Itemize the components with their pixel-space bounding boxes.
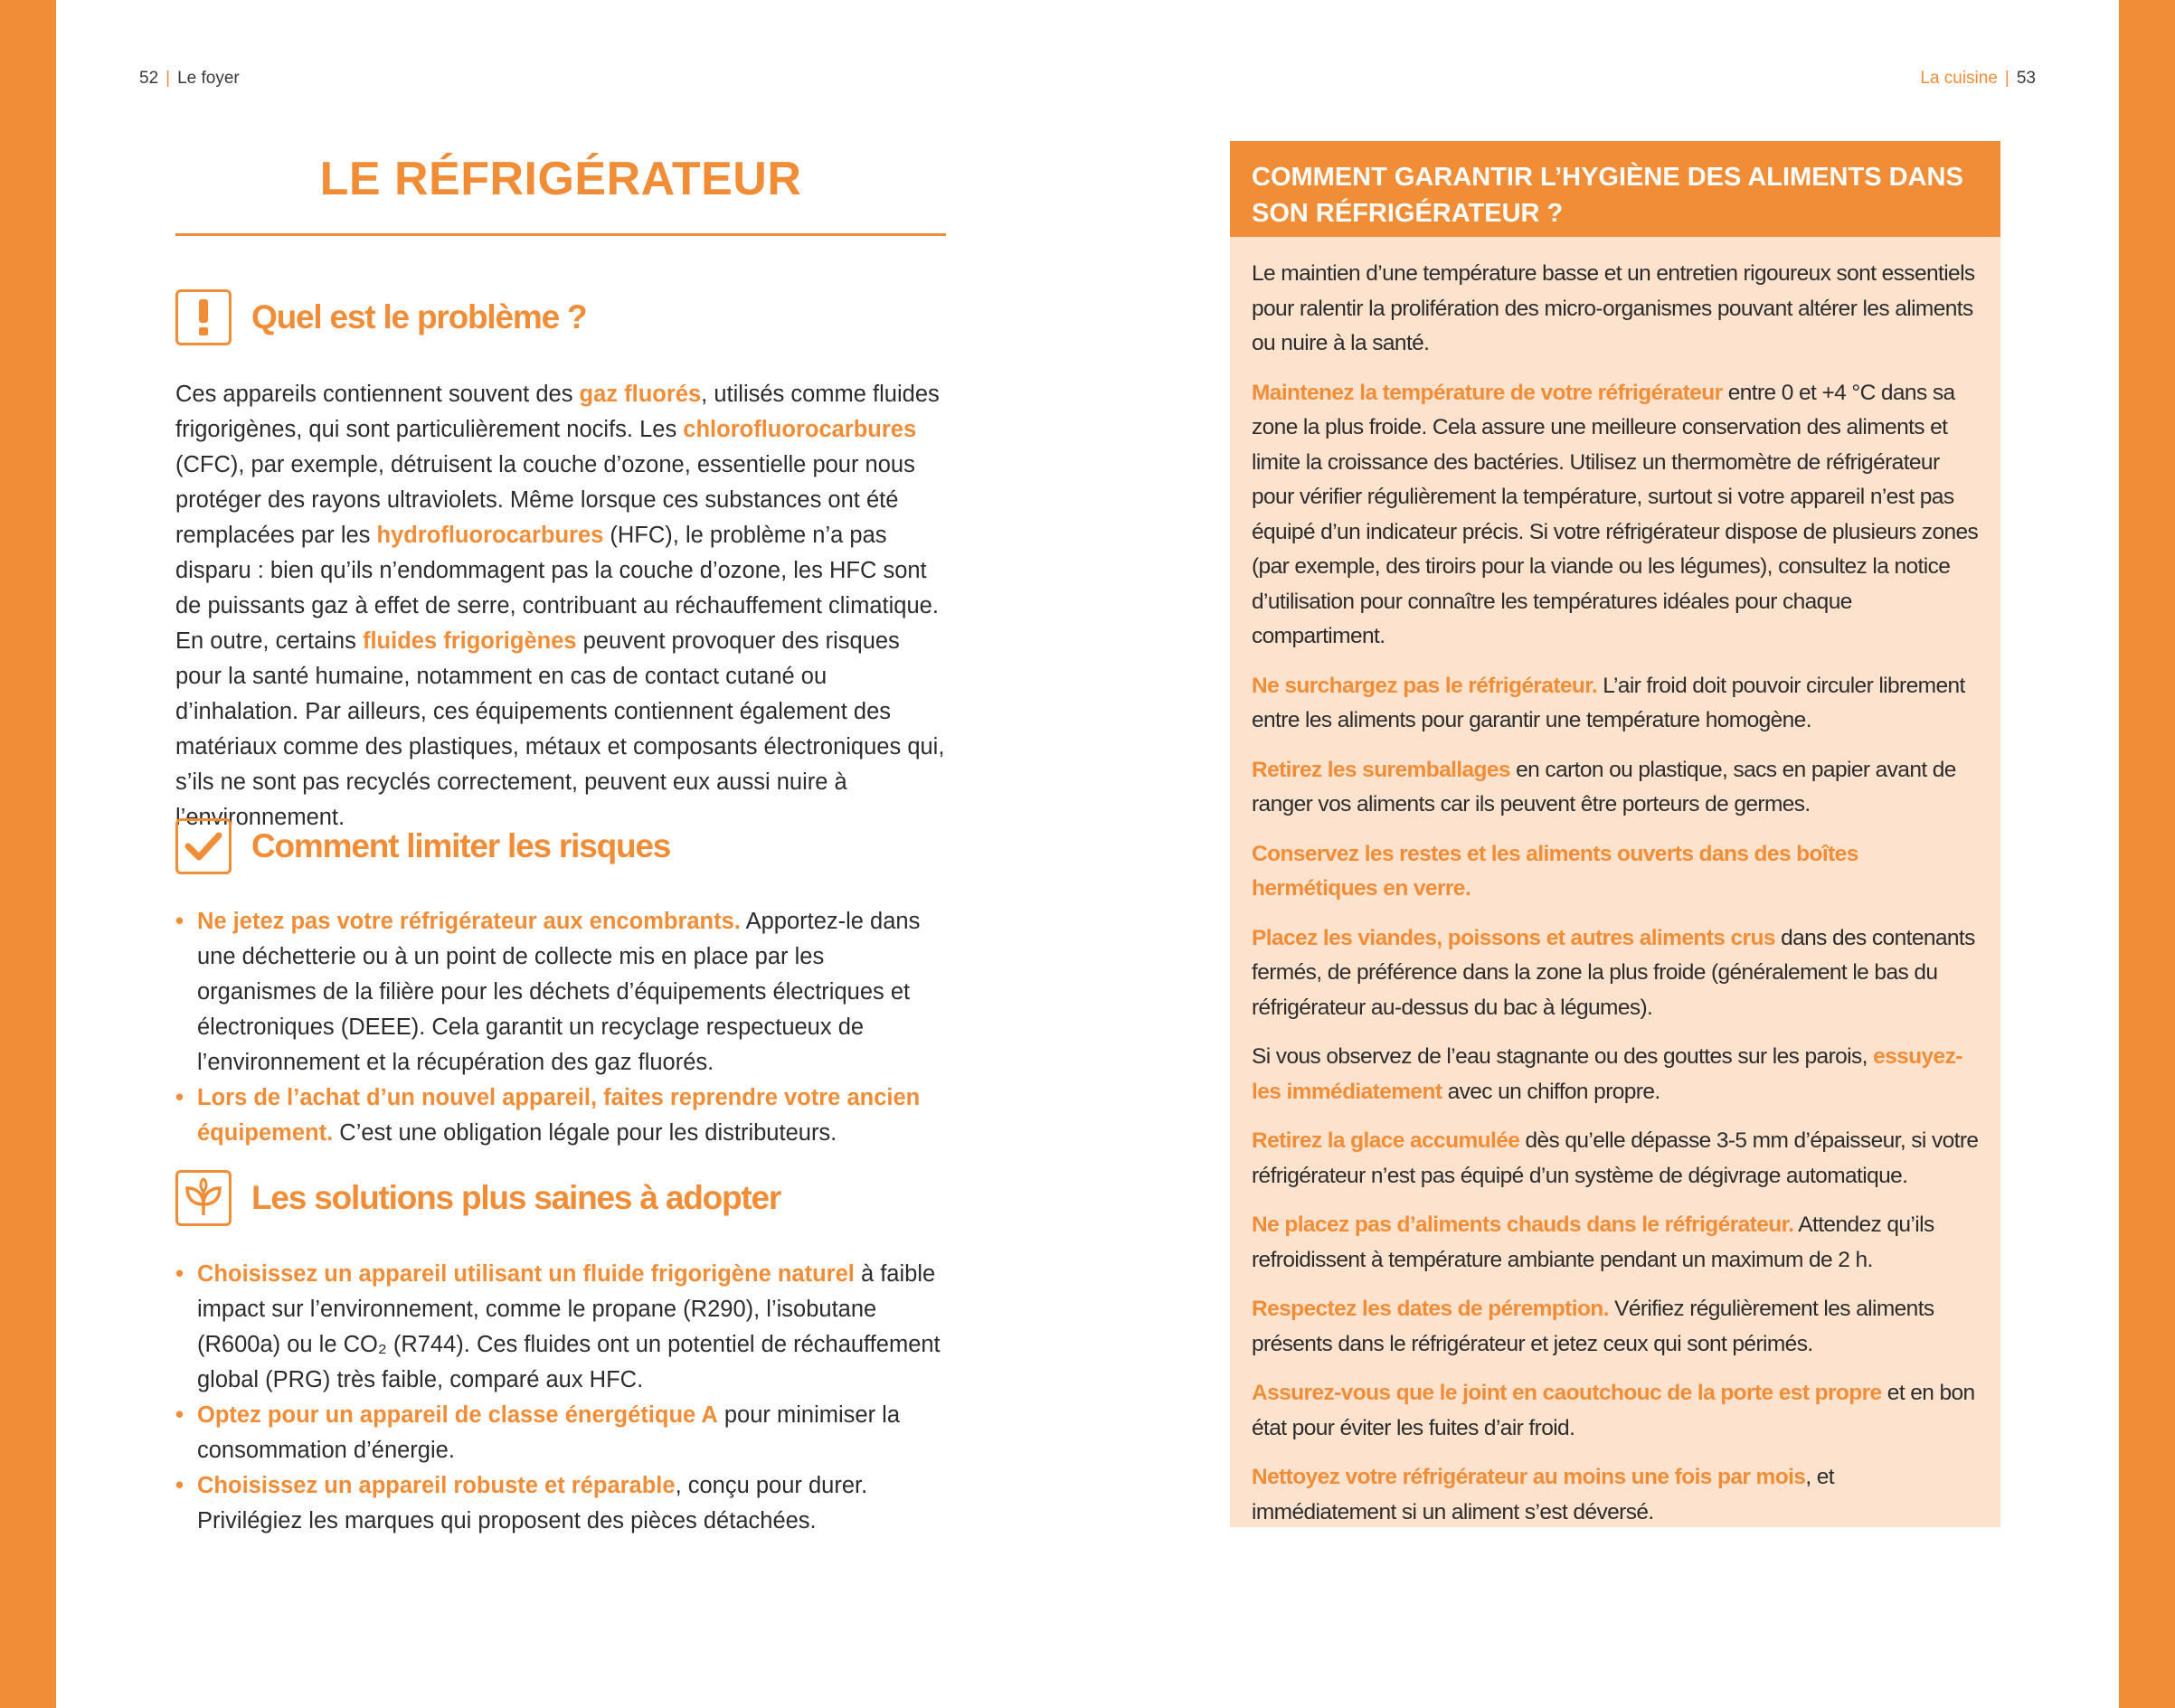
leaf-icon	[175, 1170, 232, 1226]
box-paragraph: Placez les viandes, poissons et autres aliments crus dans des contenants fermés, de préférence dans la zone la plus froide (généralement le bas du réfrigérateur au-dessus du bac à légumes).	[1252, 925, 1975, 1020]
checkmark-icon	[175, 818, 232, 874]
list-item: • Lors de l’achat d’un nouvel appareil, faites reprendre votre ancien équipement. C’est une obligation légale pour les distributeurs.	[175, 1080, 946, 1151]
left-folio	[139, 69, 240, 89]
box-paragraph: Conservez les restes et les aliments ouverts dans des boîtes hermétiques en verre.	[1252, 841, 1858, 901]
problem-heading: Quel est le problème ?	[251, 298, 587, 335]
box-paragraph: Retirez la glace accumulée dès qu’elle dépasse 3-5 mm d’épaisseur, si votre réfrigérateur n’est pas équipé d’un système de dégivrage automatique.	[1252, 1128, 1979, 1188]
left-page-number: 52	[139, 69, 159, 88]
list-item: • Optez pour un appareil de classe énergétique A pour minimiser la consommation d’énergie.	[175, 1398, 946, 1468]
box-paragraph: Si vous observez de l’eau stagnante ou des gouttes sur les parois, essuyez-les immédiatement avec un chiffon propre.	[1252, 1044, 1962, 1104]
right-margin-bar	[2119, 0, 2175, 1708]
box-paragraph: Le maintien d’une température basse et un entretien rigoureux sont essentiels pour ralentir la prolifération des micro-organismes pouvant altérer les aliments ou nuire à la santé.	[1252, 261, 1975, 355]
list-item: • Choisissez un appareil utilisant un fluide frigorigène naturel à faible impact sur l’environnement, comme le propane (R290), l’isobutane (R600a) ou le CO₂ (R744). Ces fluides ont un potentiel de réchauffement global (PRG) très faible, comparé aux HFC.	[175, 1257, 946, 1398]
folio-separator: |	[165, 69, 171, 88]
box-paragraph: Retirez les suremballages en carton ou plastique, sacs en papier avant de ranger vos aliments car ils peuvent être porteurs de germes.	[1252, 757, 1956, 816]
page-title: LE RÉFRIGÉRATEUR	[319, 153, 802, 205]
hygiene-box	[1230, 141, 2000, 1527]
risks-heading-row	[175, 818, 670, 874]
exclamation-icon	[175, 289, 232, 345]
list-item: • Choisissez un appareil robuste et réparable, conçu pour durer. Privilégiez les marques qui proposent des pièces détachées.	[175, 1468, 946, 1539]
right-page-number: 53	[2016, 69, 2036, 88]
list-item: • Ne jetez pas votre réfrigérateur aux encombrants. Apportez-le dans une déchetterie ou à un point de collecte mis en place par les organismes de la filière pour les déchets d’équipements électriques et électroniques (DEEE). Cela garantit un recyclage respectueux de l’environnement et la récupération des gaz fluorés.	[175, 904, 946, 1080]
box-paragraph: Ne surchargez pas le réfrigérateur. L’air froid doit pouvoir circuler librement entre les aliments pour garantir une température homogène.	[1252, 673, 1965, 732]
hygiene-box-heading: COMMENT GARANTIR L’HYGIÈNE DES ALIMENTS DANS SON RÉFRIGÉRATEUR ?	[1230, 141, 2000, 237]
risks-list	[175, 904, 946, 1151]
box-paragraph: Respectez les dates de péremption. Vérifiez régulièrement les aliments présents dans le réfrigérateur et jetez ceux qui sont périmés.	[1252, 1297, 1934, 1356]
box-paragraph: Maintenez la température de votre réfrigérateur entre 0 et +4 °C dans sa zone la plus froide. Cela assure une meilleure conservation des aliments et limite la croissance des bactéries. Utilisez un thermomètre de réfrigérateur pour vérifier régulièrement la température, surtout si votre appareil n’est pas équipé d’un indicateur précis. Si votre réfrigérateur dispose de plusieurs zones (par exemple, des tiroirs pour la viande ou les légumes), consultez la notice d’utilisation pour connaître les températures idéales pour chaque compartiment.	[1252, 380, 1979, 648]
solutions-heading: Les solutions plus saines à adopter	[251, 1179, 781, 1216]
left-section-name: Le foyer	[177, 69, 240, 88]
box-paragraph: Nettoyez votre réfrigérateur au moins une fois par mois, et immédiatement si un aliment s’est déversé.	[1252, 1465, 1834, 1524]
box-paragraph: Ne placez pas d’aliments chauds dans le réfrigérateur. Attendez qu’ils refroidissent à température ambiante pendant un maximum de 2 h.	[1252, 1213, 1934, 1272]
title-underline	[175, 233, 946, 236]
solutions-heading-row	[175, 1170, 780, 1226]
right-section-name: La cuisine	[1920, 69, 1998, 88]
right-folio	[1920, 69, 2036, 89]
hygiene-box-body	[1230, 237, 2000, 1530]
problem-paragraph: Ces appareils contiennent souvent des gaz fluorés, utilisés comme fluides frigorigènes, qui sont particulièrement nocifs. Les chlorofluorocarbures (CFC), par exemple, détruisent la couche d’ozone, essentielle pour nous protéger des rayons ultraviolets. Même lorsque ces substances ont été remplacées par les hydrofluorocarbures (HFC), le problème n’a pas disparu : bien qu’ils n’endommagent pas la couche d’ozone, les HFC sont de puissants gaz à effet de serre, contribuant au réchauffement climatique. En outre, certains fluides frigorigènes peuvent provoquer des risques pour la santé humaine, notamment en cas de contact cutané ou d’inhalation. Par ailleurs, ces équipements contiennent également des matériaux comme des plastiques, métaux et composants électroniques qui, s’ils ne sont pas recyclés correctement, peuvent eux aussi nuire à l’environnement.	[175, 382, 945, 830]
problem-heading-row	[175, 289, 586, 345]
risks-heading: Comment limiter les risques	[251, 827, 671, 864]
solutions-list	[175, 1257, 946, 1539]
folio-separator: |	[2004, 69, 2010, 88]
left-margin-bar	[0, 0, 56, 1708]
box-paragraph: Assurez-vous que le joint en caoutchouc de la porte est propre et en bon état pour éviter les fuites d’air froid.	[1252, 1381, 1975, 1440]
